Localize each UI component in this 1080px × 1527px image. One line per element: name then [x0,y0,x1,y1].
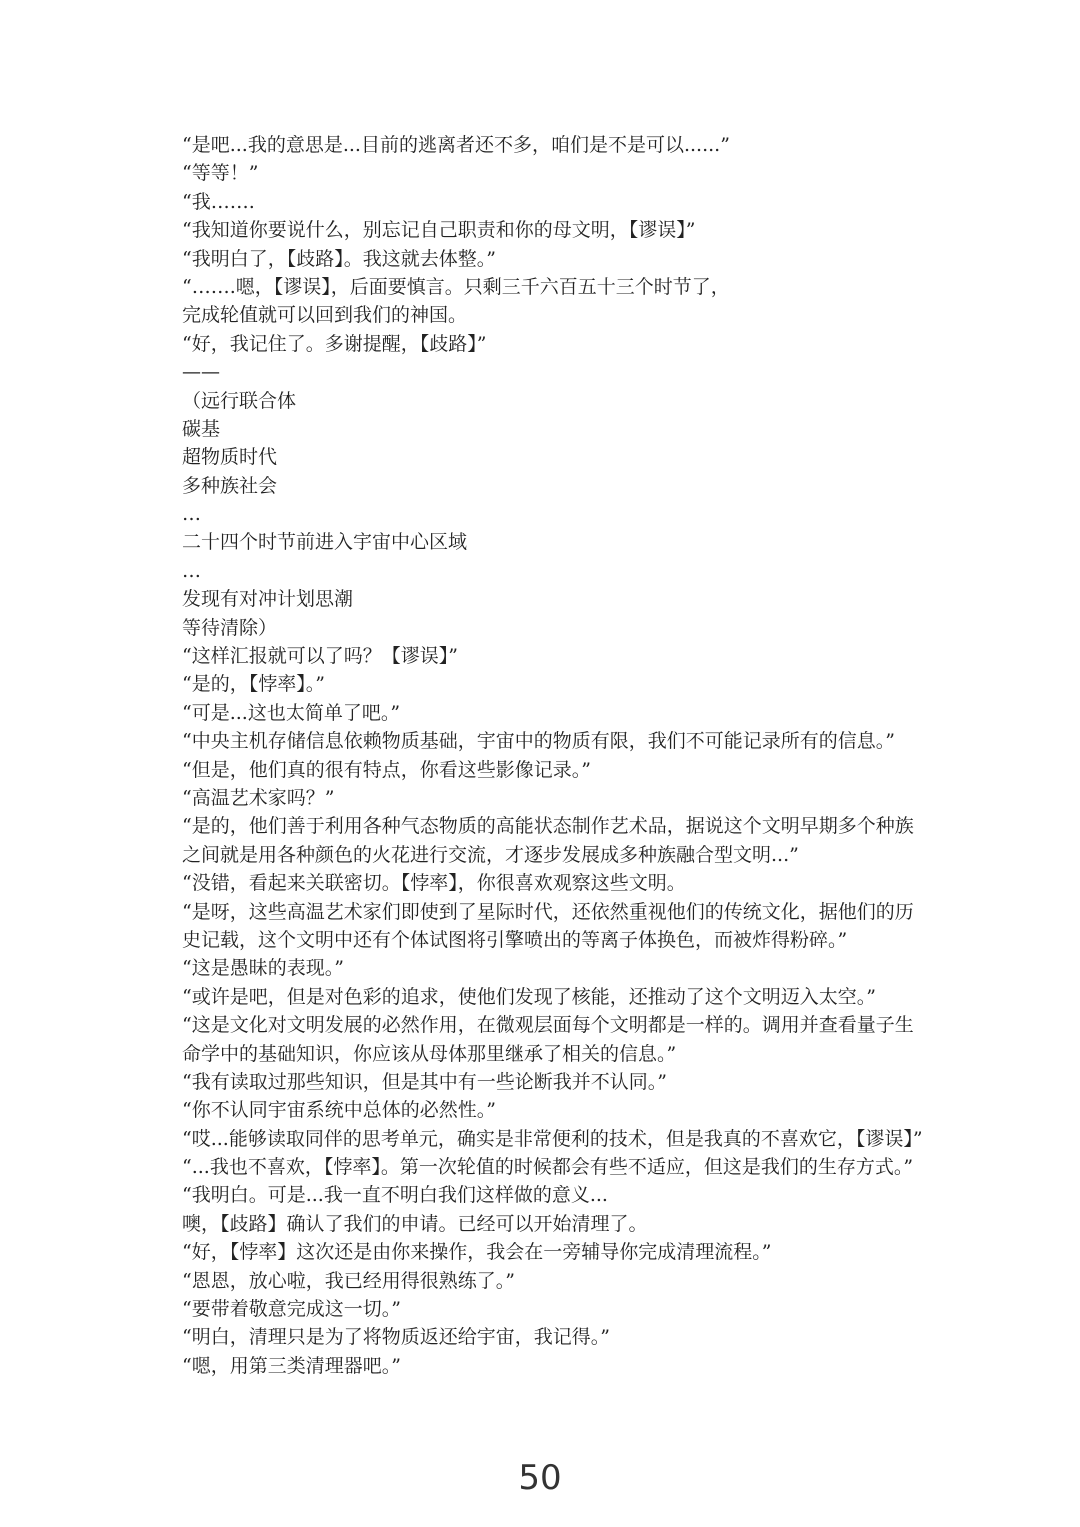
text-line: “是吧...我的意思是...目前的逃离者还不多，咱们是不是可以......” [182,134,730,156]
text-line: “…….嗯，【谬误】，后面要慎言。只剩三千六百五十三个时节了， [182,275,730,298]
text-line: “等等！” [182,162,259,185]
text-line: … [182,503,201,526]
text-line: “明白，清理只是为了将物质返还给宇宙，我记得。” [182,1326,610,1349]
text-line: “没错，看起来关联密切。【悖率】，你很喜欢观察这些文明。 [182,872,686,895]
text-line: 命学中的基础知识，你应该从母体那里继承了相关的信息。” [182,1042,677,1065]
text-line: “中央主机存储信息依赖物质基础，宇宙中的物质有限，我们不可能记录所有的信息。” [182,730,895,753]
text-line: 碳基 [182,417,221,440]
text-line: 超物质时代 [182,446,278,469]
text-line: 多种族社会 [182,474,278,497]
text-line: 完成轮值就可以回到我们的神国。 [182,304,468,327]
text-line: “可是...这也太简单了吧。” [182,701,401,724]
text-line: —— [182,361,220,384]
text-line: “我明白。可是...我一直不明白我们这样做的意义... [182,1184,608,1207]
text-line: 发现有对冲计划思潮 [182,588,354,611]
text-line: “我知道你要说什么，别忘记自己职责和你的母文明，【谬误】” [182,219,696,242]
text-line: “我……. [182,190,255,213]
text-line: “好，我记住了。多谢提醒，【歧路】” [182,332,487,355]
text-body [182,131,922,1380]
text-line: “...我也不喜欢，【悖率】。第一次轮值的时候都会有些不适应，但这是我们的生存方式。” [182,1156,914,1179]
text-line: “你不认同宇宙系统中总体的必然性。” [182,1099,496,1122]
text-line: 噢，【歧路】确认了我们的申请。已经可以开始清理了。 [182,1212,648,1235]
page-number: 50 [518,1458,562,1498]
text-line: “要带着敬意完成这一切。” [182,1298,401,1321]
text-line: “这样汇报就可以了吗？【谬误】” [182,645,458,668]
text-line: “高温艺术家吗？” [182,786,335,809]
text-line: 等待清除） [182,616,278,639]
text-line: “好，【悖率】这次还是由你来操作，我会在一旁辅导你完成清理流程。” [182,1241,772,1264]
text-line: “或许是吧，但是对色彩的追求，使他们发现了核能，还推动了这个文明迈入太空。” [182,985,876,1008]
text-line: “我明白了，【歧路】。我这就去体整。” [182,247,496,270]
text-line: 二十四个时节前进入宇宙中心区域 [182,531,468,554]
text-line: “这是愚昧的表现。” [182,957,344,980]
text-line: （远行联合体 [182,389,297,412]
text-line: “哎...能够读取同伴的思考单元，确实是非常便利的技术，但是我真的不喜欢它，【谬误】” [182,1127,923,1150]
text-line: “我有读取过那些知识，但是其中有一些论断我并不认同。” [182,1070,667,1093]
text-line: “嗯，用第三类清理器吧。” [182,1354,401,1377]
text-line: 史记载，这个文明中还有个体试图将引擎喷出的等离子体换色，而被炸得粉碎。” [182,928,848,951]
text-line: “恩恩，放心啦，我已经用得很熟练了。” [182,1269,515,1292]
text-line: “这是文化对文明发展的必然作用，在微观层面每个文明都是一样的。调用并查看量子生 [182,1014,914,1037]
text-line: … [182,559,201,582]
text-line: “是呀，这些高温艺术家们即使到了星际时代，还依然重视他们的传统文化，据他们的历 [182,900,914,923]
text-line: “是的，他们善于利用各种气态物质的高能状态制作艺术品，据说这个文明早期多个种族 [182,815,914,838]
text-line: “是的，【悖率】。” [182,673,325,696]
text-line: 之间就是用各种颜色的火花进行交流，才逐步发展成多种族融合型文明...” [182,843,799,866]
text-line: “但是，他们真的很有特点，你看这些影像记录。” [182,758,591,781]
